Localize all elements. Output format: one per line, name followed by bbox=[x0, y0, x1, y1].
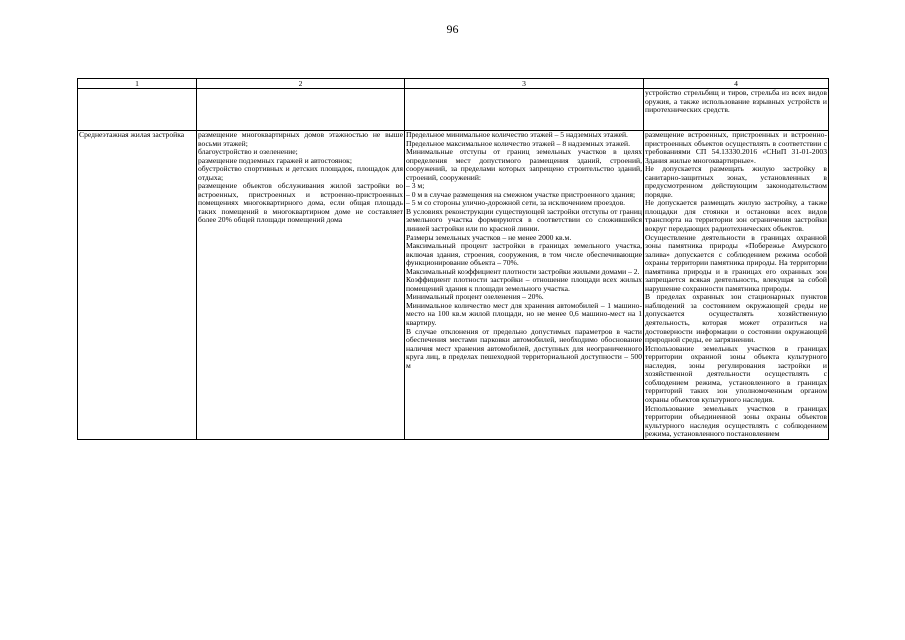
parameter-item: – 3 м; bbox=[406, 181, 425, 191]
parameter-item: Размеры земельных участков – не менее 2000 кв.м. bbox=[406, 232, 572, 242]
restriction-item: В пределах охранных зон стационарных пунктов наблюдений за состоянием окружающей среды не допускается осуществлять хозяйственную деятельность, которая может отразиться на достоверности информации о состоянии окружающей природной среды, ее загрязнении. bbox=[645, 292, 827, 345]
parameter-item: В случае отклонения от предельно допустимых параметров в части обеспечения местами парковки автомобилей, необходимо обоснование наличия мест хранения автомобилей, доступных для неограниченного круга лиц, в пределах пешеходной территориальной доступности – 500 м bbox=[406, 326, 642, 370]
parameters-cell bbox=[405, 131, 644, 440]
column-number-1: 1 bbox=[78, 79, 197, 89]
parameter-item: Минимальное количество мест для хранения автомобилей – 1 машино-место на 100 кв.м жилой площади, но не менее 0,6 машино-мест на 1 квартиру. bbox=[406, 300, 642, 328]
restriction-item: размещение встроенных, пристроенных и встроенно-пристроенных объектов осуществлять в соответствии с требованиями СП 54.13330.2016 «СНиП 31-01-2003 Здания жилые многоквартирные». bbox=[645, 130, 827, 165]
zone-row-mid-rise bbox=[78, 131, 829, 440]
parameter-item: Предельное минимальное количество этажей – 5 надземных этажей. bbox=[406, 130, 628, 139]
restriction-item: Использование земельных участков в границах территории объединенной зоны охраны объектов культурного наследия осуществлять с соблюдением режима, установленного постановлением bbox=[645, 403, 827, 439]
permitted-uses-cell bbox=[197, 131, 405, 440]
parameter-item: Максимальный процент застройки в границах земельного участка, включая здания, строения, сооружения, в том числе обеспечивающие функционирование объекта – 70%. bbox=[406, 241, 642, 268]
parameter-item: Предельное максимальное количество этажей – 8 надземных этажей. bbox=[406, 138, 630, 148]
parameter-item: – 0 м в случае размещения на смежном участке пристроенного здания; bbox=[406, 189, 636, 199]
restriction-item: Осуществление деятельности в границах охранной зоны памятника природы «Побережье Амурского залива» допускается с соблюдением режима особой охраны территории памятника природы. На территории памятника природы и в границах его охранных зон запрещается всякая деятельность, влекущая за собой нарушение сохранности памятника природы. bbox=[645, 232, 827, 293]
permitted-use-item: размещение подземных гаражей и автостоянок; bbox=[198, 155, 352, 165]
continuation-cell-2 bbox=[197, 89, 405, 131]
parameter-item: – 5 м со стороны улично-дорожной сети, за исключением проездов. bbox=[406, 198, 626, 208]
zone-type-name: Среднеэтажная жилая застройка bbox=[79, 130, 185, 139]
continuation-row bbox=[78, 89, 829, 131]
restriction-item: Не допускается размещать жилую застройку, а также площадки для стоянки и остановки всех видов транспорта на территории зон ограничения застройки вокруг передающих радиотехнических объектов. bbox=[645, 198, 827, 234]
restrictions-cell bbox=[644, 131, 829, 440]
parameter-item: В условиях реконструкции существующей застройки отступы от границ земельного участка формируются в соответствии со сложившейся линией застройки или по красной линии. bbox=[406, 206, 642, 234]
permitted-use-item: размещение объектов обслуживания жилой застройки во встроенных, пристроенных и встроенно-пристроенных помещениях многоквартирного дома, если общая площадь таких помещений в многоквартирном доме не составляет более 20% общей площади помещений дома bbox=[198, 181, 403, 225]
column-number-row bbox=[78, 79, 829, 89]
continuation-text: устройство стрельбищ и тиров, стрельба из всех видов оружия, а также использование взрывных устройств и пиротехнических средств. bbox=[645, 88, 827, 115]
column-number-3: 3 bbox=[405, 79, 644, 89]
column-number-4: 4 bbox=[644, 79, 829, 89]
parameter-item: Минимальный процент озеленения – 20%. bbox=[406, 292, 544, 302]
restriction-item: Не допускается размещать жилую застройку в санитарно-защитных зонах, установленных в предусмотренном действующим законодательством порядке. bbox=[645, 164, 827, 199]
column-number-2: 2 bbox=[197, 79, 405, 89]
zoning-regulations-table bbox=[77, 78, 829, 440]
zone-type-cell bbox=[78, 131, 197, 440]
permitted-use-item: благоустройство и озеленение; bbox=[198, 147, 298, 157]
parameter-item: Максимальный коэффициент плотности застройки жилыми домами – 2. bbox=[406, 266, 640, 276]
parameter-item: Коэффициент плотности застройки – отношение площади всех жилых помещений здания к площади земельного участка. bbox=[406, 275, 642, 293]
continuation-cell-1 bbox=[78, 89, 197, 131]
permitted-use-item: размещение многоквартирных домов этажностью не выше восьми этажей; bbox=[198, 130, 403, 148]
continuation-cell-4 bbox=[644, 89, 829, 131]
restriction-item: Использование земельных участков в границах территории охранной зоны объекта культурного наследия, зоны регулирования застройки и хозяйственной деятельности осуществлять с соблюдением режима, установленного в границах территорий таких зон уполномоченным органом охраны объектов культурного наследия. bbox=[645, 343, 827, 404]
permitted-use-item: обустройство спортивных и детских площадок, площадок для отдыха; bbox=[198, 164, 403, 182]
page-number: 96 bbox=[446, 22, 459, 36]
continuation-cell-3 bbox=[405, 89, 644, 131]
parameter-item: Минимальные отступы от границ земельных участков в целях определения мест допустимого размещения зданий, строений, сооружений, за пределами которых запрещено строительство зданий, строений, сооружений: bbox=[406, 147, 642, 182]
